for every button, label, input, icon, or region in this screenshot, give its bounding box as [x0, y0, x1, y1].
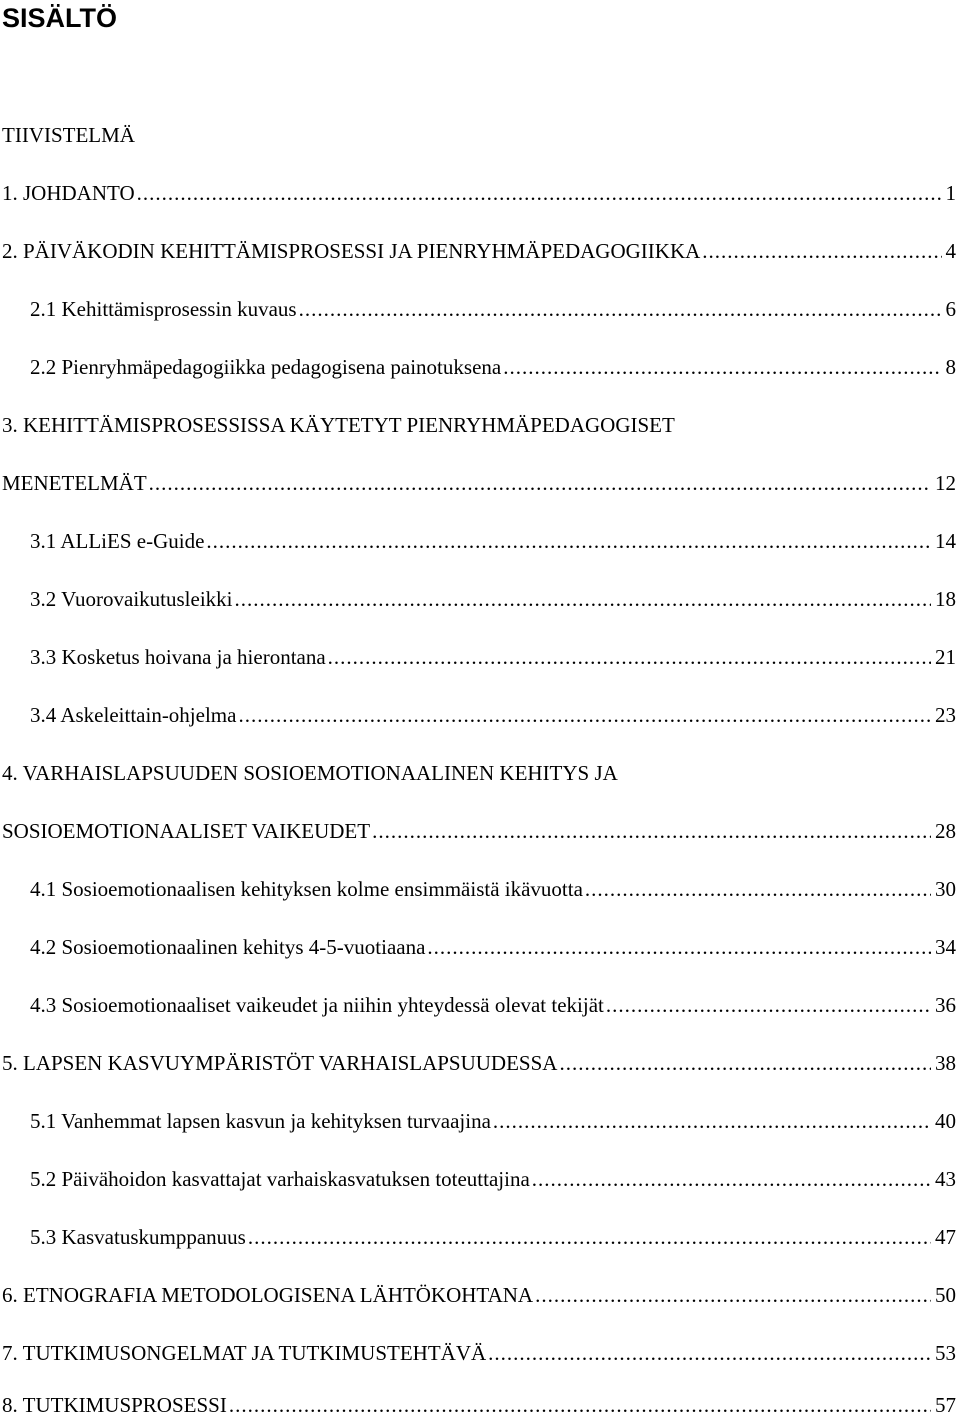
abstract-heading: TIIVISTELMÄ: [2, 123, 135, 147]
toc-entry-label: 7. TUTKIMUSONGELMAT JA TUTKIMUSTEHTÄVÄ: [2, 1341, 487, 1365]
toc-entry-label: 4.3 Sosioemotionaaliset vaikeudet ja niihin yhteydessä olevat tekijät: [30, 993, 604, 1017]
toc-entry-2-1[interactable]: [0, 296, 956, 322]
toc-entry-page: 14: [935, 529, 956, 553]
toc-entry-page: 36: [935, 993, 956, 1017]
toc-entry-label: 2.1 Kehittämisprosessin kuvaus: [30, 297, 297, 321]
toc-entry-1[interactable]: [0, 180, 956, 206]
toc-entry-3-3[interactable]: [0, 644, 956, 670]
toc-entry-page: 8: [945, 355, 956, 379]
dot-leader: [488, 1340, 931, 1366]
toc-entry-label: 8. TUTKIMUSPROSESSI: [2, 1393, 227, 1417]
toc-entry-page: 43: [935, 1167, 956, 1191]
toc-entry-4-2[interactable]: [0, 934, 956, 960]
toc-entry-3-1[interactable]: [0, 528, 956, 554]
dot-leader: [372, 818, 931, 844]
dot-leader: [427, 934, 931, 960]
toc-entry-2-2[interactable]: [0, 354, 956, 380]
toc-entry-3[interactable]: [0, 470, 956, 496]
toc-entry-page: 47: [935, 1225, 956, 1249]
toc-entry-6[interactable]: [0, 1282, 956, 1308]
dot-leader: [532, 1166, 931, 1192]
toc-entry-label: MENETELMÄT: [2, 471, 147, 495]
dot-leader: [137, 180, 942, 206]
toc-entry-label: 1. JOHDANTO: [2, 181, 135, 205]
toc-entry-5-2[interactable]: [0, 1166, 956, 1192]
toc-entry-7[interactable]: [0, 1340, 956, 1366]
toc-entry-page: 23: [935, 703, 956, 727]
toc-entry-4[interactable]: [0, 818, 956, 844]
toc-entry-2[interactable]: [0, 238, 956, 264]
toc-entry-page: 28: [935, 819, 956, 843]
toc-entry-label: 4.2 Sosioemotionaalinen kehitys 4-5-vuotiaana: [30, 935, 426, 959]
toc-entry-page: 18: [935, 587, 956, 611]
page-title: SISÄLTÖ: [2, 3, 118, 33]
dot-leader: [585, 876, 931, 902]
toc-entry-3-4[interactable]: [0, 702, 956, 728]
toc-entry-label: 3.3 Kosketus hoivana ja hierontana: [30, 645, 326, 669]
toc-entry-4-line1[interactable]: 4. VARHAISLAPSUUDEN SOSIOEMOTIONAALINEN KEHITYS JA: [2, 761, 618, 785]
toc-entry-label: 5.3 Kasvatuskumppanuus: [30, 1225, 246, 1249]
dot-leader: [229, 1392, 931, 1418]
dot-leader: [702, 238, 941, 264]
toc-entry-4-3[interactable]: [0, 992, 956, 1018]
dot-leader: [235, 586, 931, 612]
toc-entry-label: 2. PÄIVÄKODIN KEHITTÄMISPROSESSI JA PIENRYHMÄPEDAGOGIIKKA: [2, 239, 701, 263]
toc-entry-label: 2.2 Pienryhmäpedagogiikka pedagogisena painotuksena: [30, 355, 502, 379]
toc-entry-label: 5.1 Vanhemmat lapsen kasvun ja kehityksen turvaajina: [30, 1109, 491, 1133]
toc-entry-3-2[interactable]: [0, 586, 956, 612]
toc-entry-label: 4.1 Sosioemotionaalisen kehityksen kolme ensimmäistä ikävuotta: [30, 877, 583, 901]
toc-entry-page: 53: [935, 1341, 956, 1365]
toc-entry-5-1[interactable]: [0, 1108, 956, 1134]
toc-entry-page: 1: [945, 181, 956, 205]
toc-entry-label: 3.4 Askeleittain-ohjelma: [30, 703, 237, 727]
toc-entry-page: 12: [935, 471, 956, 495]
toc-entry-page: 57: [935, 1393, 956, 1417]
toc-entry-page: 50: [935, 1283, 956, 1307]
dot-leader: [535, 1282, 931, 1308]
dot-leader: [248, 1224, 931, 1250]
dot-leader: [328, 644, 931, 670]
toc-entry-page: 34: [935, 935, 956, 959]
toc-entry-label: 6. ETNOGRAFIA METODOLOGISENA LÄHTÖKOHTANA: [2, 1283, 534, 1307]
toc-entry-page: 4: [945, 239, 956, 263]
dot-leader: [238, 702, 931, 728]
toc-entry-page: 40: [935, 1109, 956, 1133]
toc-entry-label: 3.2 Vuorovaikutusleikki: [30, 587, 233, 611]
toc-entry-label: 5. LAPSEN KASVUYMPÄRISTÖT VARHAISLAPSUUDESSA: [2, 1051, 558, 1075]
dot-leader: [149, 470, 931, 496]
dot-leader: [206, 528, 931, 554]
dot-leader: [299, 296, 942, 322]
toc-entry-label: SOSIOEMOTIONAALISET VAIKEUDET: [2, 819, 371, 843]
dot-leader: [493, 1108, 931, 1134]
toc-entry-5-3[interactable]: [0, 1224, 956, 1250]
toc-entry-label: 5.2 Päivähoidon kasvattajat varhaiskasvatuksen toteuttajina: [30, 1167, 530, 1191]
toc-entry-5[interactable]: [0, 1050, 956, 1076]
toc-entry-4-1[interactable]: [0, 876, 956, 902]
toc-entry-3-line1[interactable]: 3. KEHITTÄMISPROSESSISSA KÄYTETYT PIENRYHMÄPEDAGOGISET: [2, 413, 675, 437]
toc-entry-page: 21: [935, 645, 956, 669]
toc-entry-label: 3.1 ALLiES e-Guide: [30, 529, 205, 553]
toc-entry-page: 6: [945, 297, 956, 321]
toc-entry-page: 30: [935, 877, 956, 901]
dot-leader: [559, 1050, 931, 1076]
toc-entry-page: 38: [935, 1051, 956, 1075]
toc-entry-8[interactable]: [0, 1392, 956, 1418]
dot-leader: [606, 992, 931, 1018]
dot-leader: [503, 354, 941, 380]
